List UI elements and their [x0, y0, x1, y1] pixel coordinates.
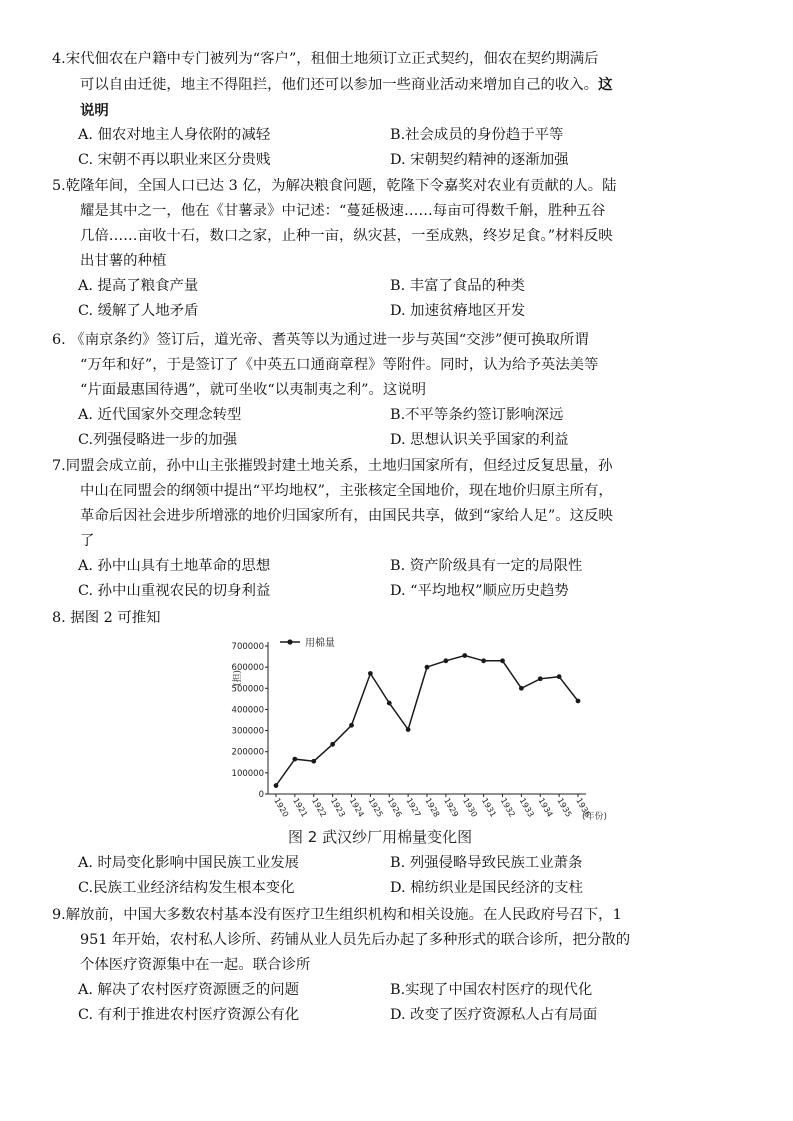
y-tick-label: 0: [258, 790, 264, 800]
data-point: [311, 759, 316, 764]
y-tick-label: 500000: [231, 684, 264, 695]
question-8-option-b[interactable]: B. 列强侵略导致民族工业萧条: [390, 855, 583, 871]
x-tick-label: 1931: [479, 796, 498, 819]
x-tick-label: 1933: [517, 796, 536, 819]
y-tick-label: 700000: [231, 642, 264, 652]
question-7: [52, 454, 742, 604]
question-4-option-b[interactable]: B.社会成员的身份趋于平等: [390, 127, 564, 143]
question-9-option-d[interactable]: D. 改变了医疗资源私人占有局面: [390, 1007, 598, 1023]
data-point: [274, 783, 279, 788]
question-4-stem-line2: [52, 72, 742, 98]
data-point: [406, 727, 411, 732]
y-tick-label: 100000: [231, 768, 264, 779]
question-5-stem-line3: 几倍……亩收十石，数口之家，止种一亩，纵灾甚，一至成熟，终岁足食。”材料反映: [80, 228, 613, 244]
question-5-stem-line4: 出甘薯的种植: [80, 253, 167, 269]
data-point: [425, 665, 430, 670]
data-point: [330, 742, 335, 747]
question-6: [52, 328, 742, 453]
question-8-options: [52, 851, 742, 901]
x-tick-label: 1923: [328, 796, 347, 819]
chart-legend: [280, 636, 335, 649]
data-point: [576, 699, 581, 704]
chart-x-axis-label: (年份): [582, 812, 608, 822]
legend-marker: [287, 639, 292, 644]
question-5-stem-line2: 耀是其中之一，他在《甘薯录》中记述：“蔓延极速……每亩可得数千斛，胜种五谷: [80, 203, 606, 219]
series-line-cotton: [276, 656, 578, 786]
legend-label: 用棉量: [305, 638, 335, 649]
y-tick-label: 200000: [231, 747, 264, 758]
question-6-options-row1: [52, 403, 742, 428]
question-7-options-row1: [52, 554, 742, 579]
question-7-stem-line3: 革命后因社会进步所增涨的地价归国家所有，由国民共享，做到“家给人足”。这反映: [80, 508, 613, 524]
question-7-stem-line1: 7.同盟会成立前，孙中山主张摧毁封建土地关系，土地归国家所有，但经过反复思量，孙: [52, 458, 613, 474]
data-point: [292, 757, 297, 762]
x-tick-label: 1929: [442, 796, 461, 819]
x-tick-label: 1922: [310, 796, 328, 819]
question-9-stem-line2: 951 年开始，农村私人诊所、药铺从业人员先后办起了多种形式的联合诊所，把分散的: [80, 932, 631, 948]
question-5-stem-line1: 5.乾隆年间，全国人口已达 3 亿，为解决粮食问题，乾隆下令嘉奖对农业有贡献的人。陆: [52, 178, 617, 194]
question-9-stem-line1: 9.解放前，中国大多数农村基本没有医疗卫生组织机构和相关设施。在人民政府号召下，1: [52, 907, 622, 923]
question-5-options-row1: [52, 274, 742, 299]
question-9-option-b[interactable]: B.实现了中国农村医疗的现代化: [390, 982, 593, 998]
question-4-stem-line1: 4.宋代佃农在户籍中专门被列为“客户”，租佃土地须订立正式契约，佃农在契约期满后: [52, 51, 599, 67]
x-tick-label: 1932: [498, 796, 517, 819]
question-7-stem-line4: 了: [80, 533, 95, 549]
chart-series-points: [274, 653, 581, 788]
data-point: [538, 676, 543, 681]
x-tick-label: 1927: [404, 796, 423, 819]
question-6-stem-line1: 6. 《南京条约》签订后，道光帝、耆英等以为通过进一步与英国“交涉”便可换取所谓: [52, 332, 589, 348]
question-6-option-c[interactable]: C.列强侵略进一步的加强: [78, 432, 237, 448]
question-4-stem-line2-text: 可以自由迁徙，地主不得阻拦，他们还可以参加一些商业活动来增加自己的收入。: [80, 77, 599, 93]
y-tick-label: 400000: [231, 705, 264, 716]
data-point: [557, 674, 562, 679]
question-8-options-row2: [52, 876, 742, 901]
question-4-option-a[interactable]: A. 佃农对地主人身依附的减轻: [78, 127, 271, 143]
x-tick-label: 1928: [423, 796, 442, 819]
question-7-options-row2: [52, 579, 742, 604]
question-9-stem-line3: 个体医疗资源集中在一起。联合诊所: [80, 957, 311, 973]
x-tick-label: 1924: [347, 796, 366, 819]
x-tick-label: 1934: [536, 796, 555, 819]
chart-y-axis-label: (担): [233, 669, 243, 686]
question-4-options-row2: [52, 148, 742, 173]
question-6-stem-line3: “片面最惠国待遇”，就可坐收“以夷制夷之利”。这说明: [80, 382, 427, 398]
question-9-options-row1: [52, 978, 742, 1003]
question-5: [52, 174, 742, 324]
y-tick-label: 600000: [231, 663, 264, 674]
data-point: [387, 701, 392, 706]
x-tick-label: 1921: [291, 796, 310, 819]
question-7-stem-line2: 中山在同盟会的纲领中提出“平均地权”，主张核定全国地价，现在地价归原主所有，: [80, 483, 613, 499]
question-7-option-d[interactable]: D. “平均地权”顺应历史趋势: [390, 583, 569, 599]
question-9: [52, 903, 742, 1028]
data-point: [500, 658, 505, 663]
question-9-option-a[interactable]: A. 解决了农村医疗资源匮乏的问题: [78, 982, 300, 998]
x-tick-label: 1925: [366, 796, 385, 819]
question-5-option-c[interactable]: C. 缓解了人地矛盾: [78, 303, 199, 319]
data-point: [368, 671, 373, 676]
question-4-option-c[interactable]: C. 宋朝不再以职业来区分贵贱: [78, 152, 271, 168]
chart-series-line: [276, 656, 578, 786]
question-7-option-c[interactable]: C. 孙中山重视农民的切身利益: [78, 583, 271, 599]
question-9-option-c[interactable]: C. 有利于推进农村医疗资源公有化: [78, 1007, 300, 1023]
question-6-option-a[interactable]: A. 近代国家外交理念转型: [78, 407, 242, 423]
question-5-option-d[interactable]: D. 加速贫瘠地区开发: [390, 303, 526, 319]
question-4-stem-line2-bold: 这: [598, 76, 613, 93]
data-point: [481, 658, 486, 663]
question-5-option-a[interactable]: A. 提高了粮食产量: [78, 278, 199, 294]
question-8-option-c[interactable]: C.民族工业经济结构发生根本变化: [78, 880, 295, 896]
data-point: [349, 723, 354, 728]
x-tick-label: 1930: [461, 796, 479, 819]
x-tick-label: 1936: [574, 796, 593, 819]
question-6-option-b[interactable]: B.不平等条约签订影响深远: [390, 407, 564, 423]
question-8-option-a[interactable]: A. 时局变化影响中国民族工业发展: [78, 855, 300, 871]
question-8-options-row1: [52, 851, 742, 876]
question-9-options-row2: [52, 1003, 742, 1028]
question-8-option-d[interactable]: D. 棉纺织业是国民经济的支柱: [390, 880, 583, 896]
chart-x-axis: [268, 794, 592, 819]
x-tick-label: 1926: [385, 796, 404, 819]
question-5-option-b[interactable]: B. 丰富了食品的种类: [390, 278, 525, 294]
question-7-option-a[interactable]: A. 孙中山具有土地革命的思想: [78, 558, 271, 574]
data-point: [443, 658, 448, 663]
question-6-stem-line2: “万年和好”，于是签订了《中英五口通商章程》等附件。同时，认为给予英法美等: [80, 357, 599, 373]
chart-svg: [226, 626, 611, 826]
question-4: [52, 47, 742, 173]
chart-caption: 图 2 武汉纱厂用棉量变化图: [288, 828, 473, 846]
question-4-options-row1: [52, 123, 742, 148]
question-6-options-row2: [52, 428, 742, 453]
data-point: [519, 686, 524, 691]
question-4-stem-line3: 说明: [80, 102, 109, 119]
cotton-usage-chart: [226, 626, 611, 851]
y-tick-label: 300000: [231, 726, 264, 737]
question-4-option-d[interactable]: D. 宋朝契约精神的逐渐加强: [390, 152, 569, 168]
question-8-stem-line1: 8. 据图 2 可推知: [52, 610, 161, 626]
question-7-option-b[interactable]: B. 资产阶级具有一定的局限性: [390, 558, 583, 574]
question-6-option-d[interactable]: D. 思想认识关乎国家的利益: [390, 432, 569, 448]
x-tick-label: 1920: [272, 796, 291, 819]
data-point: [462, 653, 467, 658]
chart-y-axis: [232, 642, 268, 800]
x-tick-label: 1935: [555, 796, 574, 819]
question-5-options-row2: [52, 299, 742, 324]
